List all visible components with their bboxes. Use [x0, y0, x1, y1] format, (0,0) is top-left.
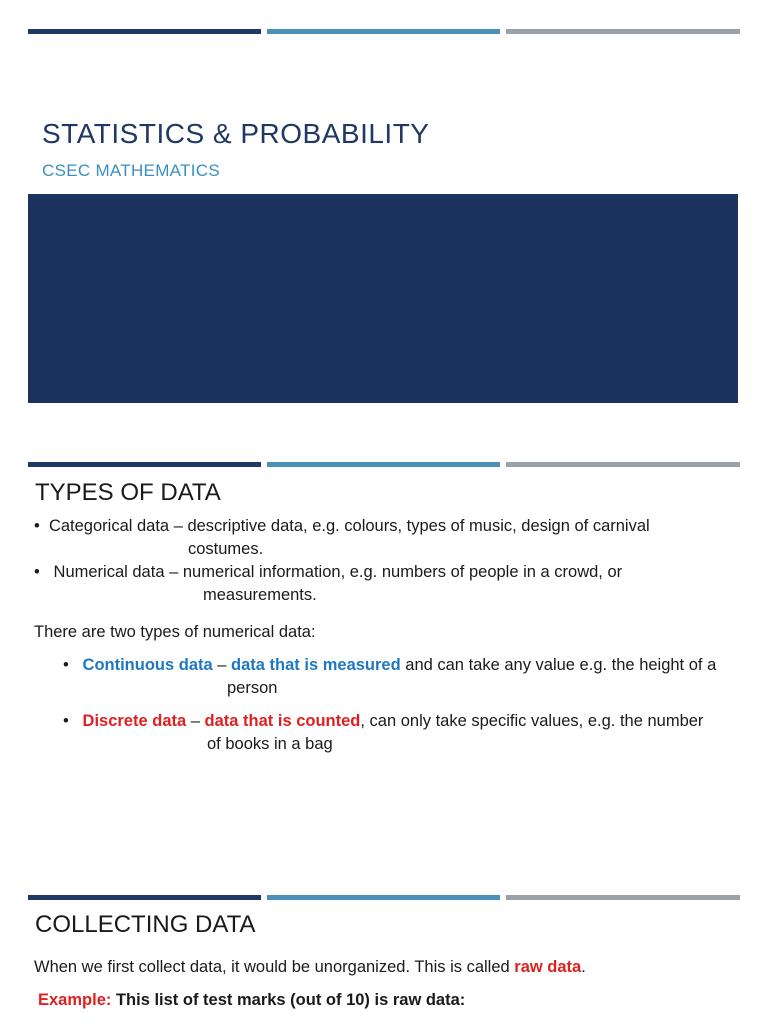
discrete-dash: – — [186, 712, 205, 730]
example-text: This list of test marks (out of 10) is raw data: — [111, 991, 466, 1009]
bullet-marker: • — [63, 712, 83, 730]
continuous-dash: – — [212, 656, 232, 674]
accent-bar-grey — [506, 29, 740, 34]
raw-data-sentence-pre: When we first collect data, it would be unorganized. This is called — [34, 958, 515, 976]
slide3-heading: COLLECTING DATA — [35, 911, 256, 938]
accent-bar-dark — [28, 462, 261, 467]
discrete-definition: data that is counted — [204, 712, 361, 730]
slide1-title: STATISTICS & PROBABILITY — [42, 118, 430, 149]
bullet-numerical-line1: Numerical data – numerical information, e.g. numbers of people in a crowd, or — [53, 563, 623, 581]
continuous-term: Continuous data — [82, 656, 213, 674]
raw-data-sentence — [34, 956, 586, 979]
raw-data-term: raw data — [514, 958, 582, 976]
discrete-term: Discrete data — [82, 712, 187, 730]
bullet-numerical — [34, 561, 622, 584]
accent-bar-grey — [506, 895, 740, 900]
example-line — [38, 989, 465, 1012]
bullet-marker: • — [63, 656, 83, 674]
slide1-accent-bars — [28, 29, 740, 34]
slide3-accent-bars — [28, 895, 740, 900]
bullet-categorical-line2: costumes. — [188, 540, 264, 558]
continuous-definition: data that is measured — [231, 656, 401, 674]
bullet-categorical-line1: Categorical data – descriptive data, e.g. colours, types of music, design of carnival — [48, 517, 650, 535]
numerical-types-intro: There are two types of numerical data: — [34, 623, 316, 641]
accent-bar-mid — [267, 895, 500, 900]
accent-bar-dark — [28, 29, 261, 34]
title-panel — [28, 194, 738, 403]
bullet-marker: • — [34, 517, 49, 535]
sub-bullet-continuous — [63, 654, 716, 677]
slide2-accent-bars — [28, 462, 740, 467]
sub-bullet-discrete — [63, 710, 703, 733]
accent-bar-mid — [267, 29, 500, 34]
accent-bar-grey — [506, 462, 740, 467]
discrete-rest: , can only take specific values, e.g. the number — [360, 712, 704, 730]
bullet-numerical-line2: measurements. — [203, 586, 317, 604]
bullet-categorical — [34, 515, 650, 538]
slide1-subtitle: CSEC MATHEMATICS — [42, 161, 220, 180]
accent-bar-dark — [28, 895, 261, 900]
slide2-heading: TYPES OF DATA — [35, 479, 221, 506]
discrete-line2: of books in a bag — [207, 735, 333, 753]
continuous-line2: person — [227, 679, 278, 697]
bullet-marker: • — [34, 563, 54, 581]
accent-bar-mid — [267, 462, 500, 467]
example-label: Example: — [38, 991, 112, 1009]
continuous-rest: and can take any value e.g. the height of a — [400, 656, 717, 674]
raw-data-sentence-post: . — [581, 958, 586, 976]
